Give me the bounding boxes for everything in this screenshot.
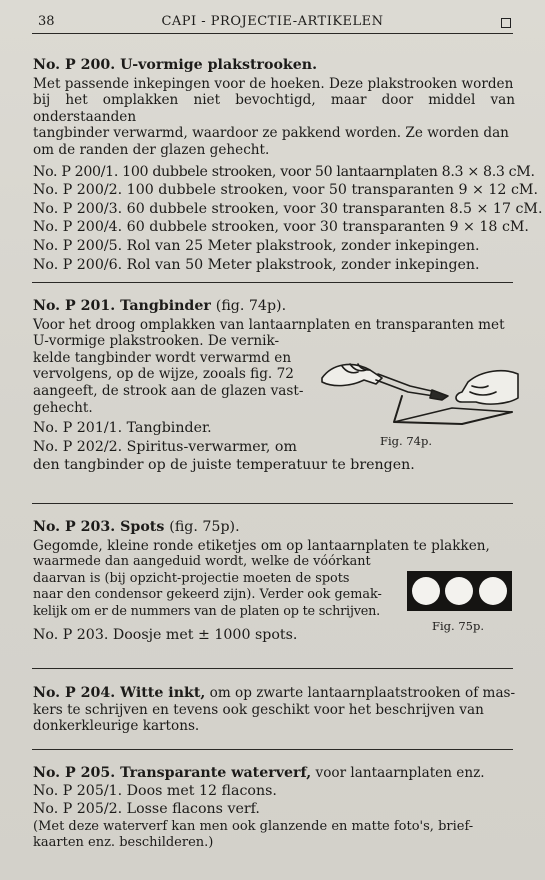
para-line: bij het omplakken niet bevochtigd, maar door middel van onderstaanden (33, 92, 515, 125)
para-line: daarvan is (bij opzicht-projectie moeten de spots (33, 570, 350, 586)
list-item: No. P 203. Doosje met ± 1000 spots. (33, 626, 298, 643)
note-line: (Met deze waterverf kan men ook glanzende en matte foto's, brief- (33, 818, 474, 834)
para-line: Met passende inkepingen voor de hoeken. Deze plakstrooken worden (33, 75, 514, 92)
para-line: tangbinder verwarmd, waardoor ze pakkend worden. Ze worden dan (33, 125, 509, 142)
figure-caption: Fig. 74p. (380, 434, 432, 448)
section-p204 (33, 685, 515, 735)
list-item: No. P 202/2. Spiritus-verwarmer, om (33, 438, 297, 455)
para-line: voor lantaarnplaten enz. (311, 765, 485, 781)
section-heading: No. P 201. Tangbinder (33, 298, 211, 314)
section-heading: No. P 205. Transparante waterverf, (33, 765, 312, 781)
section-heading: No. P 204. Witte inkt, (33, 685, 206, 701)
header-rule (32, 33, 513, 34)
para-line: Gegomde, kleine ronde etiketjes om op lantaarnplaten te plakken, (33, 537, 490, 554)
figure-reference: (fig. 75p). (169, 519, 240, 535)
list-item: No. P 201/1. Tangbinder. (33, 420, 212, 437)
divider (32, 282, 513, 283)
square-icon (501, 18, 511, 28)
list-item: No. P 200/3. 60 dubbele strooken, voor 30 transparanten 8.5 × 17 cM. (33, 200, 543, 217)
para-line: donkerkleurige kartons. (33, 718, 200, 735)
para-line: waarmede dan aangeduid wordt, welke de vóórkant (33, 554, 371, 570)
para-line: U-vormige plakstrooken. De vernik- (33, 333, 280, 350)
section-heading: No. P 203. Spots (33, 519, 165, 535)
divider (32, 503, 513, 504)
list-item: No. P 205/1. Doos met 12 flacons. (33, 782, 277, 799)
list-item: den tangbinder op de juiste temperatuur te brengen. (33, 457, 415, 474)
para-line: vervolgens, op de wijze, zooals fig. 72 (33, 366, 294, 383)
list-item: No. P 200/4. 60 dubbele strooken, voor 30 transparanten 9 × 18 cM. (33, 219, 529, 236)
page-number: 38 (38, 14, 55, 29)
page-header (0, 12, 545, 34)
figure-reference: (fig. 74p). (215, 298, 287, 314)
para-line: Voor het droog omplakken van lantaarnplaten en transparanten met (33, 316, 505, 333)
section-p205 (33, 765, 515, 852)
list-item: No. P 200/5. Rol van 25 Meter plakstrook, zonder inkepingen. (33, 237, 480, 254)
list-item: No. P 200/1. 100 dubbele strooken, voor 50 lantaarnplaten 8.3 × 8.3 cM. (33, 163, 535, 180)
para-line: kers te schrijven en tevens ook geschikt voor het beschrijven van (33, 701, 484, 718)
para-line: om de randen der glazen gehecht. (33, 141, 270, 158)
para-line: aangeeft, de strook aan de glazen vast- (33, 382, 304, 399)
para-line: naar den condensor gekeerd zijn). Verder ook gemak- (33, 587, 382, 603)
para-line: kelijk om er de nummers van de platen op te schrijven. (33, 603, 381, 619)
para-line: om op zwarte lantaarnplaatstrooken of mas- (205, 685, 516, 701)
list-item: No. P 200/2. 100 dubbele strooken, voor 50 transparanten 9 × 12 cM. (33, 182, 538, 199)
spots-figure (407, 571, 512, 611)
divider (32, 668, 513, 669)
para-line: gehecht. (33, 399, 93, 416)
note-line: kaarten enz. beschilderen.) (33, 835, 214, 851)
list-item: No. P 200/6. Rol van 50 Meter plakstrook, zonder inkepingen. (33, 256, 480, 273)
figure-caption: Fig. 75p. (432, 619, 484, 633)
divider (32, 749, 513, 750)
header-title: CAPI - PROJECTIE-ARTIKELEN (161, 14, 384, 29)
para-line: kelde tangbinder wordt verwarmd en (33, 349, 292, 366)
section-p200 (33, 57, 543, 274)
tangbinder-figure (312, 352, 522, 434)
section-heading: No. P 200. U-vormige plakstrooken. (33, 57, 318, 73)
list-item: No. P 205/2. Losse flacons verf. (33, 801, 260, 818)
